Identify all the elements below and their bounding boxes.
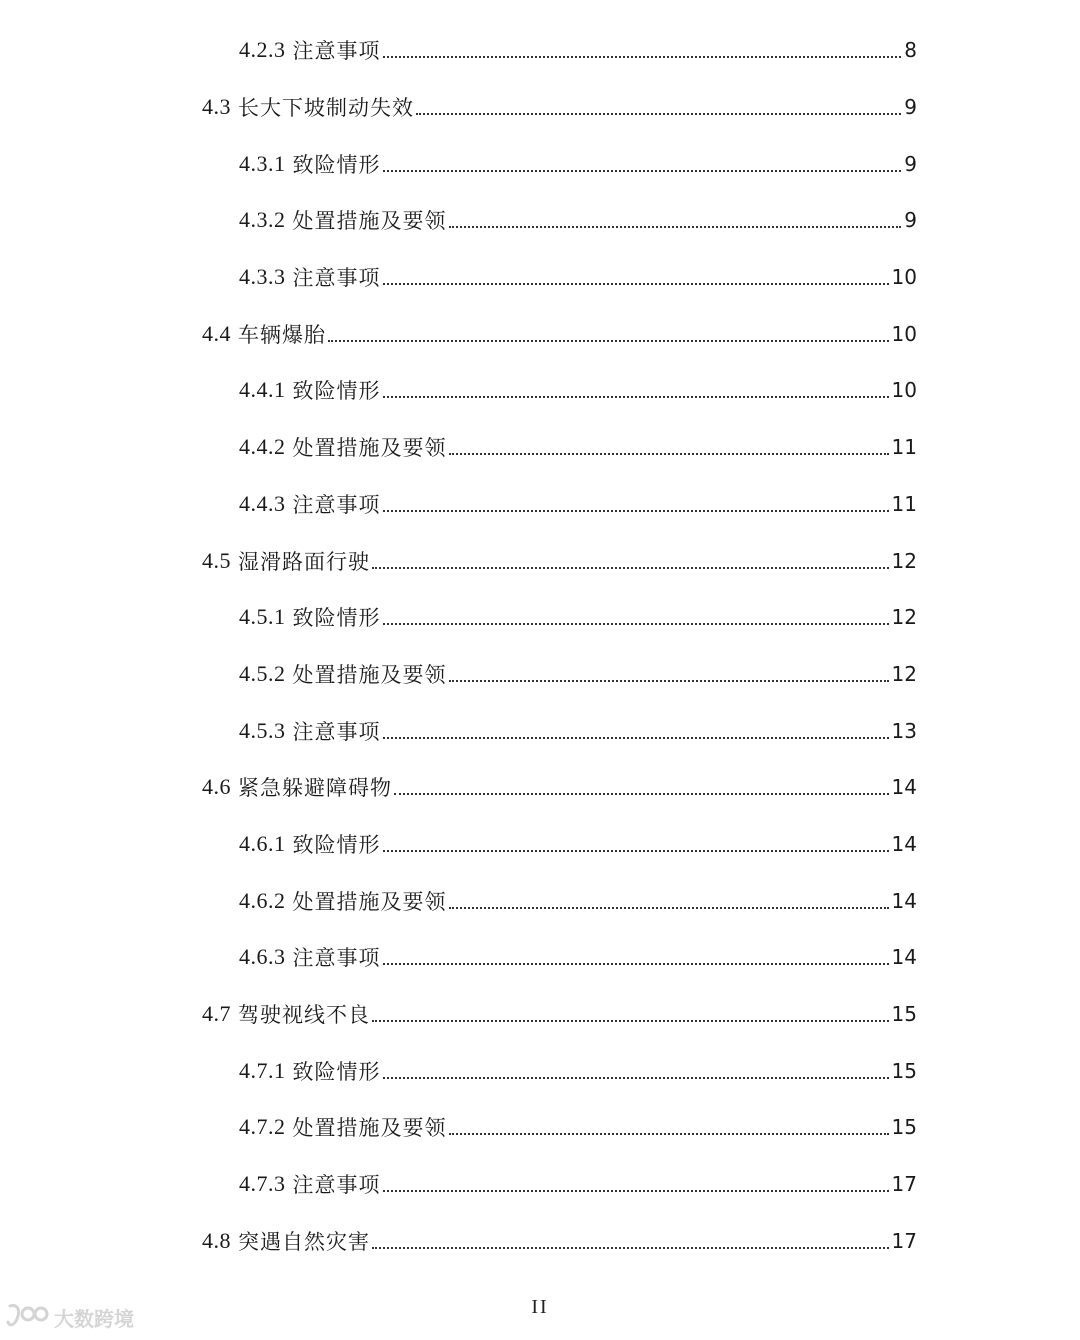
toc-entry-page: 9: [904, 208, 917, 233]
toc-entry-page: 10: [891, 378, 917, 403]
toc-dot-leader: [383, 150, 902, 172]
toc-subsection-entry[interactable]: [0, 872, 1080, 929]
toc-dot-leader: [416, 93, 901, 115]
toc-entry-title: 注意事项: [292, 39, 381, 64]
watermark: [6, 1302, 134, 1332]
toc-entry-title: 处置措施及要领: [292, 662, 447, 687]
toc-entry-title: 处置措施及要领: [292, 889, 447, 914]
toc-entry-page: 11: [891, 435, 917, 460]
toc-entry-number: 4.6.2: [239, 887, 286, 913]
toc-entry-page: 12: [891, 661, 917, 686]
toc-entry-page: 15: [891, 1058, 917, 1083]
toc-dot-leader: [383, 376, 889, 398]
toc-entry-page: 11: [891, 491, 917, 516]
toc-entry-title: 致险情形: [292, 152, 381, 177]
toc-entry-page: 8: [904, 38, 917, 63]
toc-entry-page: 17: [891, 1228, 917, 1253]
toc-dot-leader: [394, 773, 889, 795]
toc-entry-number: 4.3.1: [239, 150, 286, 176]
toc-subsection-entry[interactable]: [0, 22, 1080, 79]
toc-dot-leader: [372, 547, 889, 569]
toc-dot-leader: [328, 320, 889, 342]
toc-entry-number: 4.3.2: [239, 207, 286, 233]
toc-entry-title: 注意事项: [292, 946, 381, 971]
toc-entry-page: 14: [891, 945, 917, 970]
toc-dot-leader: [383, 1170, 889, 1192]
toc-entry-number: 4.5.1: [239, 604, 286, 630]
toc-entry-title: 注意事项: [292, 492, 381, 517]
toc-entry-number: 4.6.1: [239, 830, 286, 856]
toc-dot-leader: [449, 206, 902, 228]
toc-entry-title: 处置措施及要领: [292, 436, 447, 461]
toc-dot-leader: [383, 717, 889, 739]
toc-entry-title: 致险情形: [292, 1059, 381, 1084]
toc-entry-page: 13: [891, 718, 917, 743]
toc-entry-page: 15: [891, 1115, 917, 1140]
toc-entry-title: 车辆爆胎: [238, 322, 326, 347]
toc-section-entry[interactable]: [0, 986, 1080, 1043]
toc-subsection-entry[interactable]: [0, 419, 1080, 476]
toc-entry-title: 突遇自然灾害: [238, 1229, 370, 1254]
toc-entry-number: 4.5.3: [239, 717, 286, 743]
toc-subsection-entry[interactable]: [0, 929, 1080, 986]
toc-entry-title: 致险情形: [292, 606, 381, 631]
toc-subsection-entry[interactable]: [0, 1156, 1080, 1213]
toc-section-entry[interactable]: [0, 1212, 1080, 1269]
toc-dot-leader: [383, 830, 889, 852]
toc-entry-number: 4.2.3: [239, 37, 286, 63]
toc-dot-leader: [383, 603, 889, 625]
toc-section-entry[interactable]: [0, 79, 1080, 136]
toc-entry-number: 4.7: [202, 1001, 231, 1027]
toc-dot-leader: [372, 1000, 889, 1022]
toc-entry-title: 致险情形: [292, 832, 381, 857]
page-number: II: [531, 1296, 549, 1318]
toc-entry-page: 15: [891, 1002, 917, 1027]
toc-entry-number: 4.3.3: [239, 264, 286, 290]
toc-section-entry[interactable]: [0, 305, 1080, 362]
toc-entry-page: 9: [904, 95, 917, 120]
toc-subsection-entry[interactable]: [0, 702, 1080, 759]
toc-subsection-entry[interactable]: [0, 589, 1080, 646]
toc-subsection-entry[interactable]: [0, 476, 1080, 533]
toc-entry-page: 14: [891, 775, 917, 800]
toc-entry-number: 4.7.3: [239, 1171, 286, 1197]
toc-entry-page: 10: [891, 321, 917, 346]
toc-entry-page: 12: [891, 548, 917, 573]
toc-dot-leader: [383, 1057, 889, 1079]
toc-dot-leader: [383, 490, 889, 512]
toc-entry-number: 4.4.1: [239, 377, 286, 403]
toc-entry-page: 10: [891, 265, 917, 290]
toc-section-entry[interactable]: [0, 532, 1080, 589]
toc-subsection-entry[interactable]: [0, 1099, 1080, 1156]
toc-dot-leader: [372, 1227, 889, 1249]
toc-subsection-entry[interactable]: [0, 816, 1080, 873]
toc-subsection-entry[interactable]: [0, 646, 1080, 703]
toc-entry-number: 4.7.2: [239, 1114, 286, 1140]
toc-entry-title: 长大下坡制动失效: [238, 96, 414, 121]
toc-entry-page: 14: [891, 831, 917, 856]
toc-dot-leader: [383, 263, 889, 285]
ke-logo-icon: [6, 1302, 50, 1332]
toc-dot-leader: [449, 887, 889, 909]
toc-entry-number: 4.5: [202, 547, 231, 573]
toc-entry-number: 4.5.2: [239, 660, 286, 686]
toc-entry-title: 致险情形: [292, 379, 381, 404]
toc-subsection-entry[interactable]: [0, 192, 1080, 249]
toc-entry-number: 4.4.2: [239, 434, 286, 460]
toc-entry-page: 12: [891, 605, 917, 630]
toc-entry-page: 17: [891, 1172, 917, 1197]
toc-entry-title: 注意事项: [292, 719, 381, 744]
table-of-contents: [0, 22, 1080, 1269]
toc-subsection-entry[interactable]: [0, 362, 1080, 419]
toc-entry-number: 4.8: [202, 1227, 231, 1253]
toc-section-entry[interactable]: [0, 759, 1080, 816]
toc-dot-leader: [383, 943, 889, 965]
toc-entry-number: 4.4.3: [239, 490, 286, 516]
toc-entry-title: 处置措施及要领: [292, 1116, 447, 1141]
toc-dot-leader: [449, 660, 889, 682]
toc-dot-leader: [449, 1113, 889, 1135]
toc-subsection-entry[interactable]: [0, 135, 1080, 192]
toc-dot-leader: [383, 36, 902, 58]
toc-entry-number: 4.4: [202, 320, 231, 346]
toc-entry-title: 驾驶视线不良: [238, 1003, 370, 1028]
toc-entry-title: 紧急躲避障碍物: [238, 776, 392, 801]
toc-entry-title: 注意事项: [292, 266, 381, 291]
toc-entry-title: 湿滑路面行驶: [238, 549, 370, 574]
toc-subsection-entry[interactable]: [0, 1042, 1080, 1099]
toc-entry-number: 4.3: [202, 94, 231, 120]
watermark-text: 大数跨境: [54, 1306, 134, 1331]
toc-entry-page: 9: [904, 151, 917, 176]
toc-entry-page: 14: [891, 888, 917, 913]
toc-dot-leader: [449, 433, 889, 455]
toc-entry-number: 4.6: [202, 774, 231, 800]
toc-entry-title: 注意事项: [292, 1173, 381, 1198]
toc-entry-number: 4.6.3: [239, 944, 286, 970]
toc-entry-title: 处置措施及要领: [292, 209, 447, 234]
toc-subsection-entry[interactable]: [0, 249, 1080, 306]
toc-entry-number: 4.7.1: [239, 1057, 286, 1083]
